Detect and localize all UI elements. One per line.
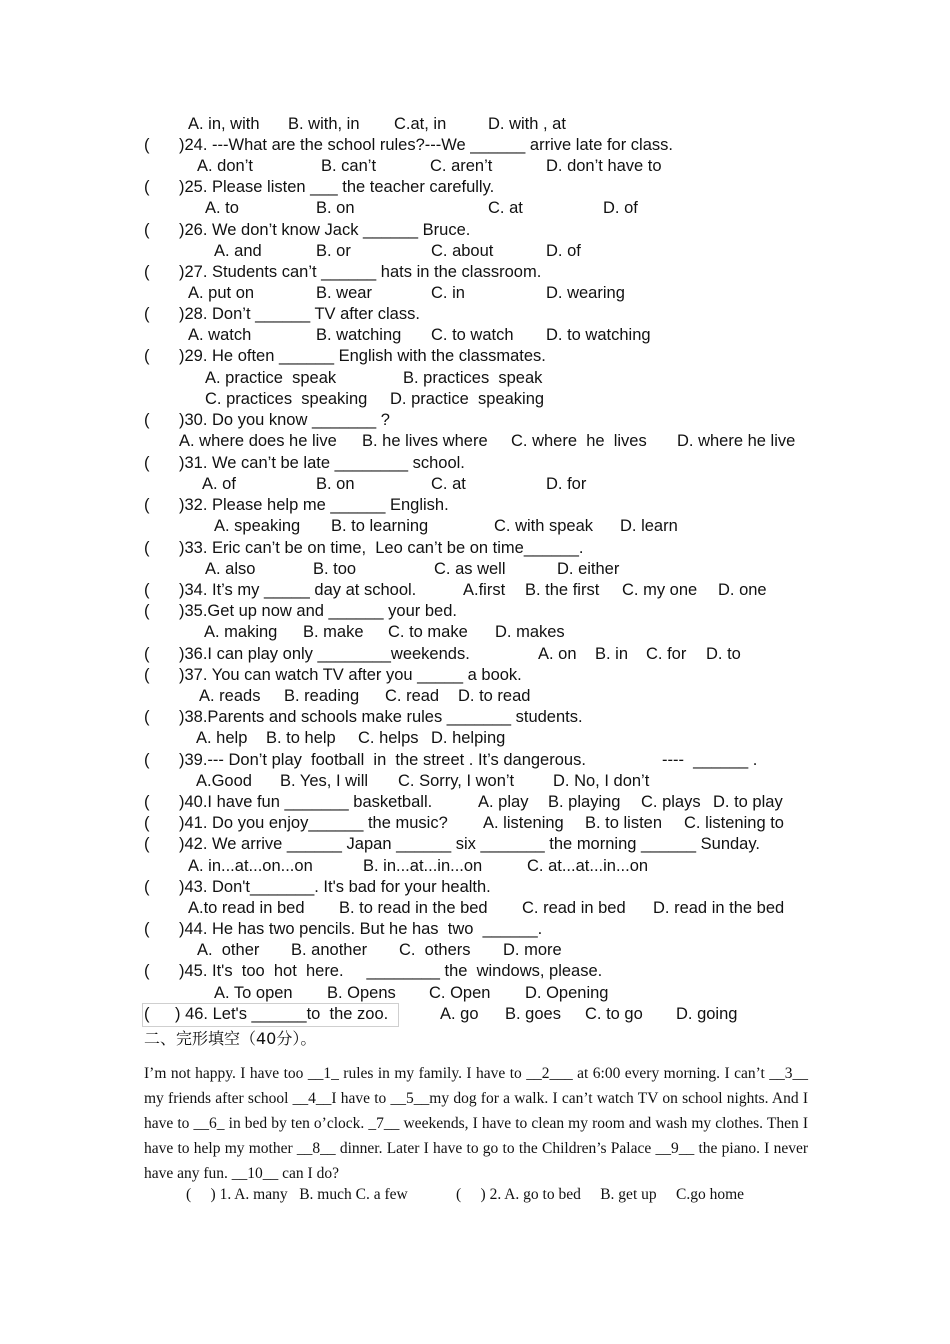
q36-option-a: A. on xyxy=(538,645,577,663)
q35-option-d: D. makes xyxy=(495,623,565,641)
q44-option-c: C. others xyxy=(399,941,471,959)
q46-option-b: B. goes xyxy=(505,1005,561,1023)
q26-stem: )26. We don’t know Jack ______ Bruce. xyxy=(179,221,471,239)
q29-answer-paren[interactable]: ( xyxy=(144,347,150,365)
q24-option-d: D. don’t have to xyxy=(546,157,662,175)
q30-option-a: A. where does he live xyxy=(179,432,337,450)
q42-option-c: C. at...at...in...on xyxy=(527,857,649,875)
q46-answer-paren[interactable]: ( xyxy=(144,1005,150,1023)
q36-option-b: B. in xyxy=(595,645,629,663)
q35-option-a: A. making xyxy=(204,623,278,641)
q38-option-b: B. to help xyxy=(266,729,336,747)
q45-option-a: A. To open xyxy=(214,984,293,1002)
q38-option-d: D. helping xyxy=(431,729,506,747)
q29-option-c: C. practices speaking xyxy=(205,390,368,408)
q45-option-b: B. Opens xyxy=(327,984,396,1002)
q23-option-a: A. in, with xyxy=(188,115,260,133)
q38-option-a: A. help xyxy=(196,729,248,747)
q32-answer-paren[interactable]: ( xyxy=(144,496,150,514)
q30-option-d: D. where he live xyxy=(677,432,796,450)
q37-stem: )37. You can watch TV after you _____ a book. xyxy=(179,666,522,684)
q34-stem: )34. It’s my _____ day at school. xyxy=(179,581,417,599)
q25-answer-paren[interactable]: ( xyxy=(144,178,150,196)
q29-stem: )29. He often ______ English with the classmates. xyxy=(179,347,546,365)
q39-option-d: D. No, I don’t xyxy=(553,772,650,790)
q23-option-b: B. with, in xyxy=(288,115,360,133)
q37-answer-paren[interactable]: ( xyxy=(144,666,150,684)
q35-option-c: C. to make xyxy=(388,623,468,641)
q45-option-d: D. Opening xyxy=(525,984,609,1002)
q41-answer-paren[interactable]: ( xyxy=(144,814,150,832)
q31-answer-paren[interactable]: ( xyxy=(144,454,150,472)
cloze-passage: I’m not happy. I have too __1_ rules in my family. I have to __2___ at 6:00 every morning. I can’t __3__ my friends after school __4__I have to __5__my dog for a walk. I can’t watch TV on school nights. And I have to __6_ in bed by ten o’clock. _7__ weekends, I have to clean my room and wash my clothes. Then I have to help my mother __8__ dinner. Later I have to go to the Children’s Palace __9__ the piano. I never have any fun. __10__ can I do? xyxy=(144,1065,808,1182)
q36-stem: )36.I can play only ________weekends. xyxy=(179,645,470,663)
q32-option-c: C. with speak xyxy=(494,517,594,535)
q28-stem: )28. Don’t ______ TV after class. xyxy=(179,305,420,323)
q40-option-b: B. playing xyxy=(548,793,621,811)
q28-option-a: A. watch xyxy=(188,326,252,344)
q36-answer-paren[interactable]: ( xyxy=(144,645,150,663)
q40-option-a: A. play xyxy=(478,793,529,811)
q38-option-c: C. helps xyxy=(358,729,419,747)
q42-option-b: B. in...at...in...on xyxy=(363,857,483,875)
q40-option-c: C. plays xyxy=(641,793,701,811)
q43-option-a: A.to read in bed xyxy=(188,899,305,917)
q27-option-d: D. wearing xyxy=(546,284,625,302)
q24-option-c: C. aren’t xyxy=(430,157,493,175)
q38-stem: )38.Parents and schools make rules _______ students. xyxy=(179,708,583,726)
q24-answer-paren[interactable]: ( xyxy=(144,136,150,154)
q25-option-a: A. to xyxy=(205,199,239,217)
q26-answer-paren[interactable]: ( xyxy=(144,221,150,239)
q43-stem: )43. Don't_______. It's bad for your health. xyxy=(179,878,491,896)
q37-option-c: C. read xyxy=(385,687,440,705)
q28-option-b: B. watching xyxy=(316,326,402,344)
q30-answer-paren[interactable]: ( xyxy=(144,411,150,429)
q41-option-a: A. listening xyxy=(483,814,564,832)
q25-option-c: C. at xyxy=(488,199,523,217)
q28-option-d: D. to watching xyxy=(546,326,651,344)
q43-option-d: D. read in the bed xyxy=(653,899,785,917)
q34-answer-paren[interactable]: ( xyxy=(144,581,150,599)
q26-option-b: B. or xyxy=(316,242,351,260)
q32-option-a: A. speaking xyxy=(214,517,301,535)
q27-option-c: C. in xyxy=(431,284,465,302)
q29-option-a: A. practice speak xyxy=(205,369,337,387)
q24-option-a: A. don’t xyxy=(197,157,253,175)
q30-option-c: C. where he lives xyxy=(511,432,647,450)
q33-answer-paren[interactable]: ( xyxy=(144,539,150,557)
q26-option-c: C. about xyxy=(431,242,494,260)
q31-option-c: C. at xyxy=(431,475,466,493)
q28-option-c: C. to watch xyxy=(431,326,514,344)
q42-option-a: A. in...at...on...on xyxy=(188,857,313,875)
q41-stem: )41. Do you enjoy______ the music? xyxy=(179,814,448,832)
q31-option-b: B. on xyxy=(316,475,355,493)
q24-option-b: B. can’t xyxy=(321,157,377,175)
q33-option-a: A. also xyxy=(205,560,256,578)
q36-option-c: C. for xyxy=(646,645,687,663)
cloze-question-1: ( ) 1. A. many B. much C. a few xyxy=(186,1186,408,1203)
q44-option-b: B. another xyxy=(291,941,368,959)
q39-option-b: B. Yes, I will xyxy=(280,772,369,790)
cloze-question-2: ( ) 2. A. go to bed B. get up C.go home xyxy=(456,1186,745,1203)
q29-option-d: D. practice speaking xyxy=(390,390,545,408)
q39-answer-paren[interactable]: ( xyxy=(144,751,150,769)
q45-option-c: C. Open xyxy=(429,984,491,1002)
q34-option-b: B. the first xyxy=(525,581,600,599)
q34-option-d: D. one xyxy=(718,581,767,599)
q25-stem: )25. Please listen ___ the teacher carefully. xyxy=(179,178,495,196)
q38-answer-paren[interactable]: ( xyxy=(144,708,150,726)
q30-stem: )30. Do you know _______ ? xyxy=(179,411,390,429)
q26-option-a: A. and xyxy=(214,242,262,260)
q44-option-d: D. more xyxy=(503,941,562,959)
q46-option-c: C. to go xyxy=(585,1005,643,1023)
section-2-title: 二、完形填空（40分）。 xyxy=(144,1029,317,1048)
q44-answer-paren[interactable]: ( xyxy=(144,920,150,938)
q39-stem-response: ---- ______ . xyxy=(662,751,758,769)
q35-stem: )35.Get up now and ______ your bed. xyxy=(179,602,457,620)
q37-option-a: A. reads xyxy=(199,687,261,705)
q31-stem: )31. We can’t be late ________ school. xyxy=(179,454,465,472)
q46-stem: ) 46. Let's ______to the zoo. xyxy=(175,1005,389,1023)
q39-option-c: C. Sorry, I won’t xyxy=(398,772,515,790)
q31-option-d: D. for xyxy=(546,475,587,493)
q35-answer-paren[interactable]: ( xyxy=(144,602,150,620)
q29-option-b: B. practices speak xyxy=(403,369,543,387)
q30-option-b: B. he lives where xyxy=(362,432,488,450)
q25-option-b: B. on xyxy=(316,199,355,217)
q40-option-d: D. to play xyxy=(713,793,783,811)
q27-option-a: A. put on xyxy=(188,284,255,302)
q23-option-c: C.at, in xyxy=(394,115,447,133)
q33-option-d: D. either xyxy=(557,560,620,578)
q45-answer-paren[interactable]: ( xyxy=(144,962,150,980)
q24-stem: )24. ---What are the school rules?---We ______ arrive late for class. xyxy=(179,136,673,154)
q41-option-b: B. to listen xyxy=(585,814,663,832)
q36-option-d: D. to xyxy=(706,645,741,663)
q28-answer-paren[interactable]: ( xyxy=(144,305,150,323)
q41-option-c: C. listening to xyxy=(684,814,784,832)
q40-answer-paren[interactable]: ( xyxy=(144,793,150,811)
q46-option-a: A. go xyxy=(440,1005,479,1023)
q34-option-c: C. my one xyxy=(622,581,698,599)
q45-stem: )45. It's too hot here. ________ the windows, please. xyxy=(179,962,603,980)
q46-option-d: D. going xyxy=(676,1005,738,1023)
q43-option-b: B. to read in the bed xyxy=(339,899,488,917)
q42-answer-paren[interactable]: ( xyxy=(144,835,150,853)
q39-option-a: A.Good xyxy=(196,772,252,790)
q32-option-b: B. to learning xyxy=(331,517,429,535)
q39-stem: )39.--- Don’t play football in the street . It’s dangerous. xyxy=(179,751,586,769)
q43-option-c: C. read in bed xyxy=(522,899,626,917)
q44-stem: )44. He has two pencils. But he has two ______. xyxy=(179,920,543,938)
q33-option-b: B. too xyxy=(313,560,357,578)
q23-option-d: D. with , at xyxy=(488,115,566,133)
q37-option-b: B. reading xyxy=(284,687,360,705)
q33-option-c: C. as well xyxy=(434,560,506,578)
q43-answer-paren[interactable]: ( xyxy=(144,878,150,896)
q42-stem: )42. We arrive ______ Japan ______ six _______ the morning ______ Sunday. xyxy=(179,835,760,853)
q25-option-d: D. of xyxy=(603,199,638,217)
q31-option-a: A. of xyxy=(202,475,236,493)
q26-option-d: D. of xyxy=(546,242,581,260)
q27-option-b: B. wear xyxy=(316,284,372,302)
q33-stem: )33. Eric can’t be on time, Leo can’t be on time______. xyxy=(179,539,584,557)
q32-option-d: D. learn xyxy=(620,517,678,535)
q40-stem: )40.I have fun _______ basketball. xyxy=(179,793,433,811)
q27-stem: )27. Students can’t ______ hats in the classroom. xyxy=(179,263,542,281)
q44-option-a: A. other xyxy=(197,941,260,959)
q34-option-a: A.first xyxy=(463,581,506,599)
q37-option-d: D. to read xyxy=(458,687,531,705)
q27-answer-paren[interactable]: ( xyxy=(144,263,150,281)
q35-option-b: B. make xyxy=(303,623,364,641)
q32-stem: )32. Please help me ______ English. xyxy=(179,496,449,514)
